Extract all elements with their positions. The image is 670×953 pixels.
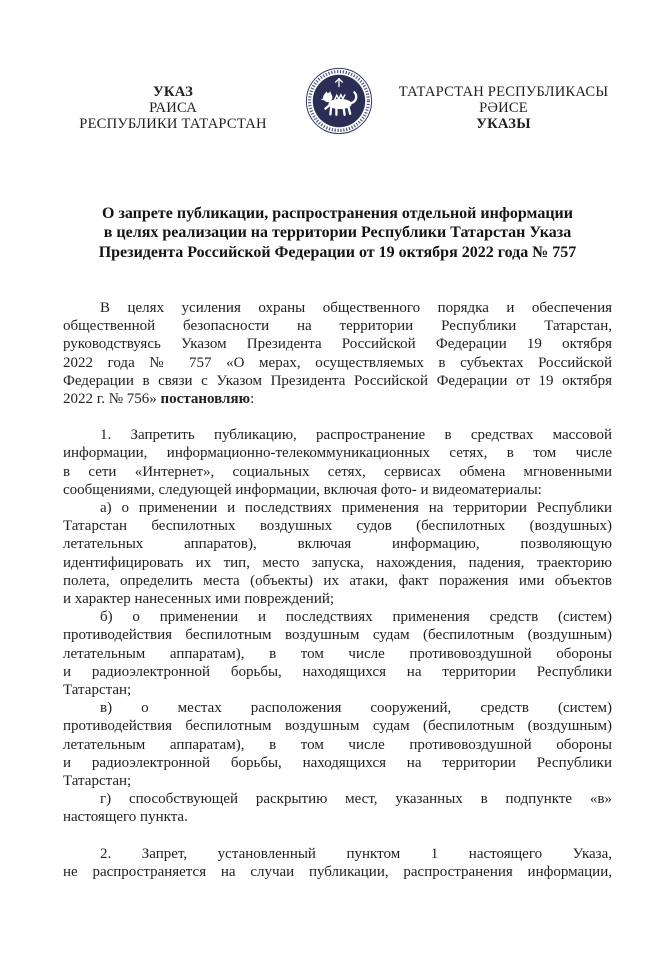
text-line: б) о применении и последствиях применения средств (систем) xyxy=(100,609,612,626)
text-line: в сети «Интернет», социальных сетях, сервисах обмена мгновенными xyxy=(63,463,612,480)
text-line xyxy=(63,390,612,408)
paragraph-point-1 xyxy=(63,426,612,499)
title-line: О запрете публикации, распространения отдельной информации xyxy=(102,205,573,222)
text-line: летательным аппаратам), в том числе противовоздушной обороны xyxy=(63,736,612,753)
text-line: Татарстан; xyxy=(63,773,132,790)
text-line: 2. Запрет, установленный пунктом 1 настоящего Указа, xyxy=(100,845,612,862)
text-line: Татарстан беспилотных воздушных судов (беспилотных (воздушных) xyxy=(63,518,612,535)
letterhead-tatar-line2: РӘИСЕ xyxy=(479,99,528,116)
paragraph-subpoint-b xyxy=(63,608,612,699)
text-segment: 2022 г. № 756» xyxy=(63,391,161,408)
letterhead-tatar-line3: УКАЗЫ xyxy=(476,115,531,132)
text-line: 1. Запретить публикацию, распространение в средствах массовой xyxy=(100,427,612,444)
letterhead-tatar-line1: ТАТАРСТАН РЕСПУБЛИКАСЫ xyxy=(398,84,609,100)
text-line: сообщениями, следующей информации, включая фото- и видеоматериалы: xyxy=(63,481,542,498)
letterhead-russian-line2: РАИСА xyxy=(149,99,197,116)
text-line: В целях усиления охраны общественного порядка и обеспечения xyxy=(100,300,612,316)
text-line: противодействия беспилотным воздушным судам (беспилотным (воздушным) xyxy=(63,718,612,735)
title-line: в целях реализации на территории Республики Татарстан Указа xyxy=(103,224,572,242)
tatarstan-seal-icon xyxy=(304,66,374,136)
text-line: противодействия беспилотным воздушным судам (беспилотным (воздушным) xyxy=(63,627,612,644)
text-line: летательных аппаратов), включая информацию, позволяющую xyxy=(63,536,612,553)
text-line: Федерации в связи с Указом Президента Российской Федерации от 19 октября xyxy=(63,372,612,389)
letterhead-russian-line1: УКАЗ xyxy=(153,84,193,100)
text-line: информации, информационно-телекоммуникационных сетях, в том числе xyxy=(63,445,612,462)
text-line: общественной безопасности на территории Республики Татарстан, xyxy=(63,318,612,335)
text-line: и характер нанесенных ими повреждений; xyxy=(63,591,335,608)
letterhead-tatar xyxy=(393,85,614,132)
paragraph-subpoint-a xyxy=(63,499,612,608)
text-line: настоящего пункта. xyxy=(63,809,188,826)
text-line: Татарстан; xyxy=(63,682,132,699)
bold-text-segment: постановляю xyxy=(160,391,251,408)
text-line: руководствуясь Указом Президента Российской Федерации 19 октября xyxy=(63,336,612,353)
seal-svg xyxy=(304,66,374,136)
text-segment: : xyxy=(250,391,255,408)
title-line: Президента Российской Федерации от 19 октября 2022 года № 757 xyxy=(98,243,577,261)
text-line: в) о местах расположения сооружений, средств (систем) xyxy=(100,700,612,717)
text-line: полета, определить места (объекты) их атаки, факт поражения ими объектов xyxy=(63,572,612,589)
paragraph-subpoint-g xyxy=(63,790,612,826)
letterhead-russian-line3: РЕСПУБЛИКИ ТАТАРСТАН xyxy=(79,115,267,132)
text-line: летательным аппаратам), в том числе противовоздушной обороны xyxy=(63,645,612,662)
paragraph-point-2 xyxy=(63,845,612,881)
text-line: идентифицировать их тип, место запуска, нахождения, падения, траекторию xyxy=(63,554,612,571)
text-line: не распространяется на случаи публикации, распространения информации, xyxy=(63,863,612,880)
paragraph-preamble xyxy=(63,299,612,408)
text-line: а) о применении и последствиях применения на территории Республики xyxy=(100,500,612,517)
paragraph-subpoint-v xyxy=(63,699,612,790)
text-line: г) способствующей раскрытию мест, указанных в подпункте «в» xyxy=(100,791,612,808)
text-line: 2022 года № 757 «О мерах, осуществляемых в субъектах Российской xyxy=(63,354,612,371)
text-line: и радиоэлектронной борьбы, находящихся на территории Республики xyxy=(63,754,612,771)
document-title xyxy=(63,204,612,262)
letterhead-russian xyxy=(72,85,274,132)
text-line: и радиоэлектронной борьбы, находящихся на территории Республики xyxy=(63,663,612,680)
document-body xyxy=(63,299,612,881)
